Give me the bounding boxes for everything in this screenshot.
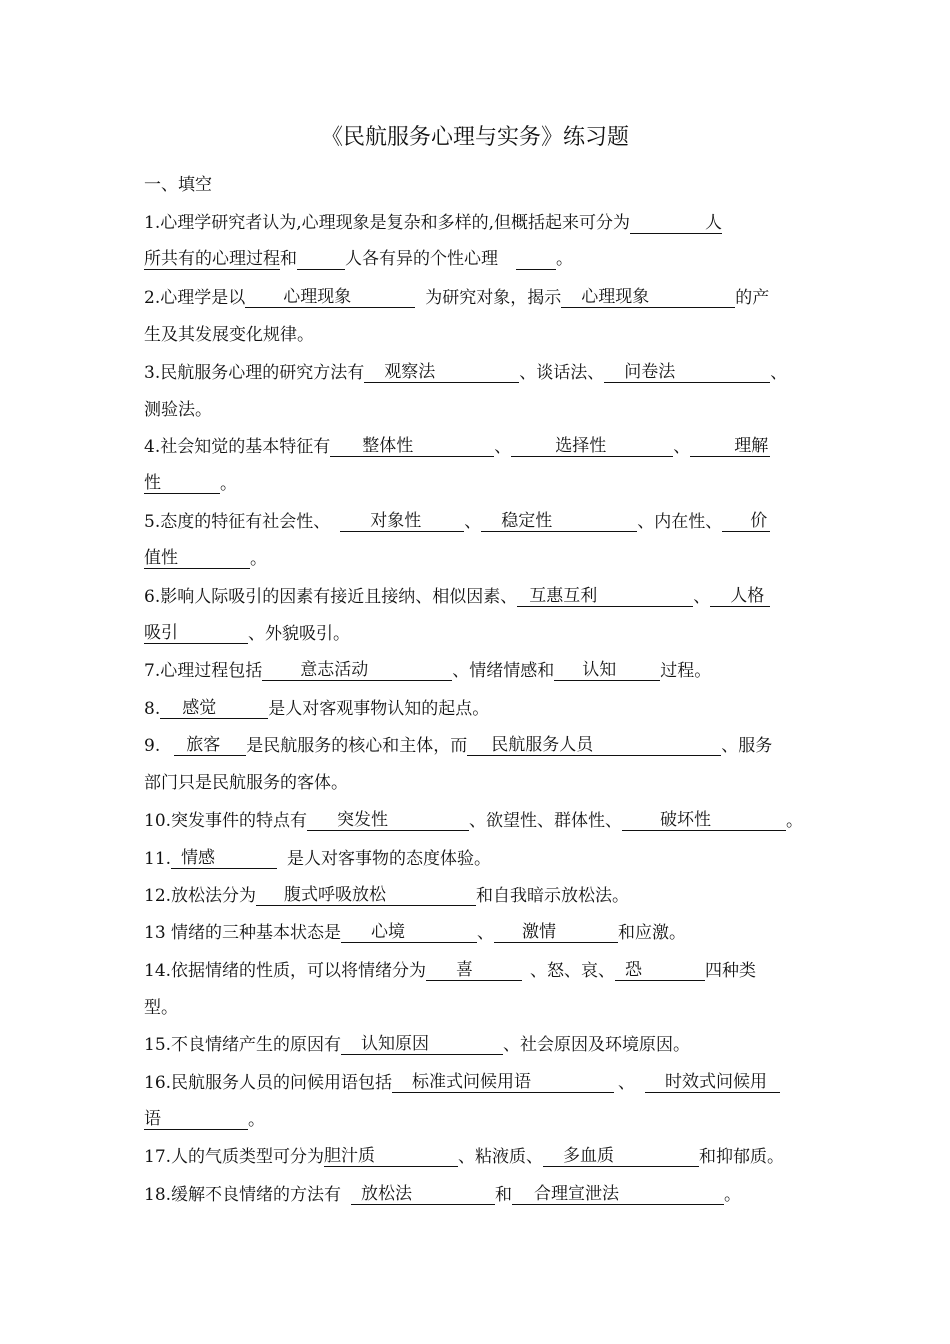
answer-blank: 整体性	[330, 435, 494, 457]
question-9-line-1: 9. 旅客 是民航服务的核心和主体，而 民航服务人员 、服务	[144, 735, 773, 756]
question-4-line-2: 性 。	[144, 473, 237, 494]
answer-blank: 胆汁质	[324, 1145, 458, 1167]
answer-blank: 感觉	[160, 697, 268, 719]
answer-blank: 认知	[554, 659, 660, 681]
answer-blank: 选择性	[511, 435, 673, 457]
answer-blank: 对象性	[340, 510, 464, 532]
question-7-line-1: 7.心理过程包括 意志活动 、情绪情感和 认知 过程。	[144, 660, 712, 681]
answer-blank: 标准式问候用语	[392, 1071, 614, 1093]
answer-blank: 情感	[171, 847, 277, 869]
answer-blank: 心理现象	[245, 286, 415, 308]
question-15-line-1: 15.不良情绪产生的原因有 认知原因 、社会原因及环境原因。	[144, 1034, 691, 1055]
question-12-line-1: 12.放松法分为 腹式呼吸放松 和自我暗示放松法。	[144, 885, 630, 906]
answer-blank: 心理现象	[561, 286, 735, 308]
answer-blank: 互惠互利	[517, 585, 693, 607]
answer-blank: 性	[144, 472, 220, 494]
answer-blank: 放松法	[351, 1183, 495, 1205]
question-2-line-2: 生及其发展变化规律。	[144, 325, 314, 345]
answer-blank: 旅客	[174, 734, 246, 756]
question-1-line-2: 所共有的心理过程和 人各有异的个性心理 。	[144, 249, 573, 269]
blank	[516, 248, 556, 270]
answer-blank: 心境	[341, 921, 477, 943]
question-13-line-1: 13 情绪的三种基本状态是 心境 、 激情 和应激。	[144, 922, 687, 943]
answer-blank: 民航服务人员	[467, 734, 721, 756]
answer-blank: 理解	[690, 435, 770, 457]
answer-blank: 人格	[710, 585, 770, 607]
answer-blank: 观察法	[364, 361, 519, 383]
answer-blank: 稳定性	[481, 510, 637, 532]
question-9-line-2: 部门只是民航服务的客体。	[144, 773, 348, 793]
question-11-line-1: 11. 情感 是人对客事物的态度体验。	[144, 848, 492, 869]
section-heading: 一、填空	[144, 175, 212, 195]
question-5-line-1: 5.态度的特征有社会性、 对象性 、 稳定性 、内在性、 价	[144, 507, 810, 532]
question-3-line-1: 3.民航服务心理的研究方法有 观察法 、谈话法、 问卷法 、	[144, 362, 788, 383]
question-6-line-1: 6.影响人际吸引的因素有接近且接纳、相似因素、 互惠互利 、 人格	[144, 582, 810, 607]
answer-blank: 多血质	[543, 1145, 699, 1167]
question-18-line-1: 18.缓解不良情绪的方法有 放松法 和 合理宣泄法 。	[144, 1184, 742, 1205]
question-14-line-1: 14.依据情绪的性质，可以将情绪分为 喜 、怒、哀、 恐 四种类	[144, 960, 757, 981]
answer-blank: 恐	[615, 959, 705, 981]
answer-blank: 破坏性	[622, 809, 786, 831]
answer-blank: 问卷法	[604, 361, 770, 383]
answer-blank: 激情	[494, 921, 618, 943]
page-title: 《民航服务心理与实务》练习题	[320, 125, 629, 150]
question-5-line-2: 值性 。	[144, 548, 267, 569]
question-8-line-1: 8. 感觉 是人对客观事物认知的起点。	[144, 698, 490, 719]
answer-blank: 认知原因	[341, 1033, 503, 1055]
blank	[630, 212, 705, 234]
question-17-line-1: 17.人的气质类型可分为胆汁质 、粘液质、 多血质 和抑郁质。	[144, 1146, 785, 1167]
answer-blank: 吸引	[144, 622, 248, 644]
question-4-line-1: 4.社会知觉的基本特征有 整体性 、 选择性 、 理解	[144, 436, 769, 457]
answer-blank: 时效式问候用	[645, 1071, 780, 1093]
answer-blank: 值性	[144, 547, 250, 569]
answer-blank: 腹式呼吸放松	[256, 884, 476, 906]
answer-blank: 意志活动	[262, 659, 452, 681]
question-2-line-1: 2.心理学是以 心理现象 为研究对象，揭示 心理现象 的产	[144, 287, 770, 308]
question-14-line-2: 型。	[144, 998, 178, 1018]
answer-blank: 突发性	[307, 809, 469, 831]
answer-blank: 价	[722, 510, 770, 532]
answer-blank: 合理宣泄法	[512, 1183, 724, 1205]
question-10-line-1: 10.突发事件的特点有 突发性 、欲望性、群体性、 破坏性 。	[144, 810, 804, 831]
answer-blank: 语	[144, 1108, 248, 1130]
question-1-line-1: 1.心理学研究者认为,心理现象是复杂和多样的,但概括起来可分为 人	[144, 213, 723, 233]
question-16-line-1: 16.民航服务人员的问候用语包括 标准式问候用语 、 时效式问候用	[144, 1068, 810, 1093]
question-3-line-2: 测验法。	[144, 400, 212, 420]
question-6-line-2: 吸引 、外貌吸引。	[144, 623, 350, 644]
answer-blank: 喜	[426, 959, 522, 981]
blank	[297, 248, 345, 270]
question-16-line-2: 语 。	[144, 1109, 265, 1130]
